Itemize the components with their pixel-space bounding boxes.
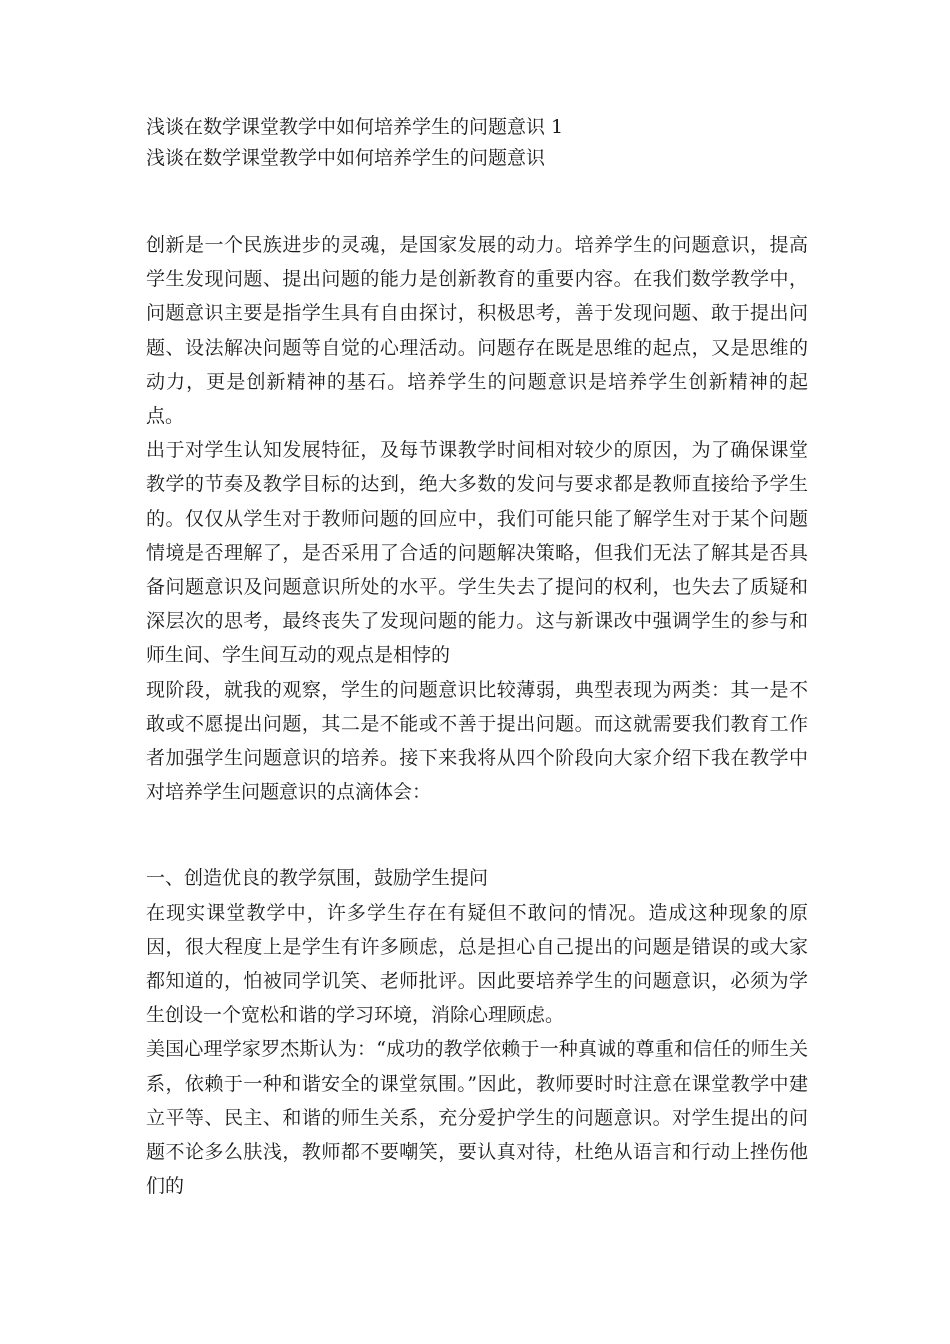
document-subtitle: 浅谈在数学课堂教学中如何培养学生的问题意识	[146, 147, 546, 169]
document-title: 浅谈在数学课堂教学中如何培养学生的问题意识 1	[146, 116, 564, 138]
section-1-paragraph: 美国心理学家罗杰斯认为：“成功的教学依赖于一种真诚的尊重和信任的师生关系，依赖于一种和谐安全的课堂氛围。”因此，教师要时时注意在课堂教学中建立平等、民主、和谐的师生关系，充分爱护学生的问题意识。对学生提出的问题不论多么肤浅，教师都不要嘲笑，要认真对待，杜绝从语言和行动上挫伤他们的	[146, 1038, 808, 1198]
context-paragraph: 出于对学生认知发展特征，及每节课教学时间相对较少的原因，为了确保课堂教学的节奏及教学目标的达到，绝大多数的发问与要求都是教师直接给予学生的。仅仅从学生对于教师问题的回应中，我们可能只能了解学生对于某个问题情境是否理解了，是否采用了合适的问题解决策略，但我们无法了解其是否具备问题意识及问题意识所处的水平。学生失去了提问的权利，也失去了质疑和深层次的思考，最终丧失了发现问题的能力。这与新课改中强调学生的参与和师生间、学生间互动的观点是相悖的	[146, 439, 808, 667]
section-1-paragraph: 在现实课堂教学中，许多学生存在有疑但不敢问的情况。造成这种现象的原因，很大程度上是学生有许多顾虑，总是担心自己提出的问题是错误的或大家都知道的，怕被同学讥笑、老师批评。因此要培养学生的问题意识，必须为学生创设一个宽松和谐的学习环境，消除心理顾虑。	[146, 901, 808, 1027]
section-1-heading: 一、创造优良的教学氛围，鼓励学生提问	[146, 867, 489, 890]
intro-paragraph: 创新是一个民族进步的灵魂，是国家发展的动力。培养学生的问题意识，提高学生发现问题、提出问题的能力是创新教育的重要内容。在我们数学教学中，问题意识主要是指学生具有自由探讨，积极思考，善于发现问题、敢于提出问题、设法解决问题等自觉的心理活动。问题存在既是思维的起点，又是思维的动力，更是创新精神的基石。培养学生的问题意识是培养学生创新精神的起点。	[146, 234, 808, 428]
document-body	[146, 112, 808, 1203]
observation-paragraph: 现阶段，就我的观察，学生的问题意识比较薄弱，典型表现为两类：其一是不敢或不愿提出问题，其二是不能或不善于提出问题。而这就需要我们教育工作者加强学生问题意识的培养。接下来我将从四个阶段向大家介绍下我在教学中对培养学生问题意识的点滴体会：	[146, 678, 808, 804]
